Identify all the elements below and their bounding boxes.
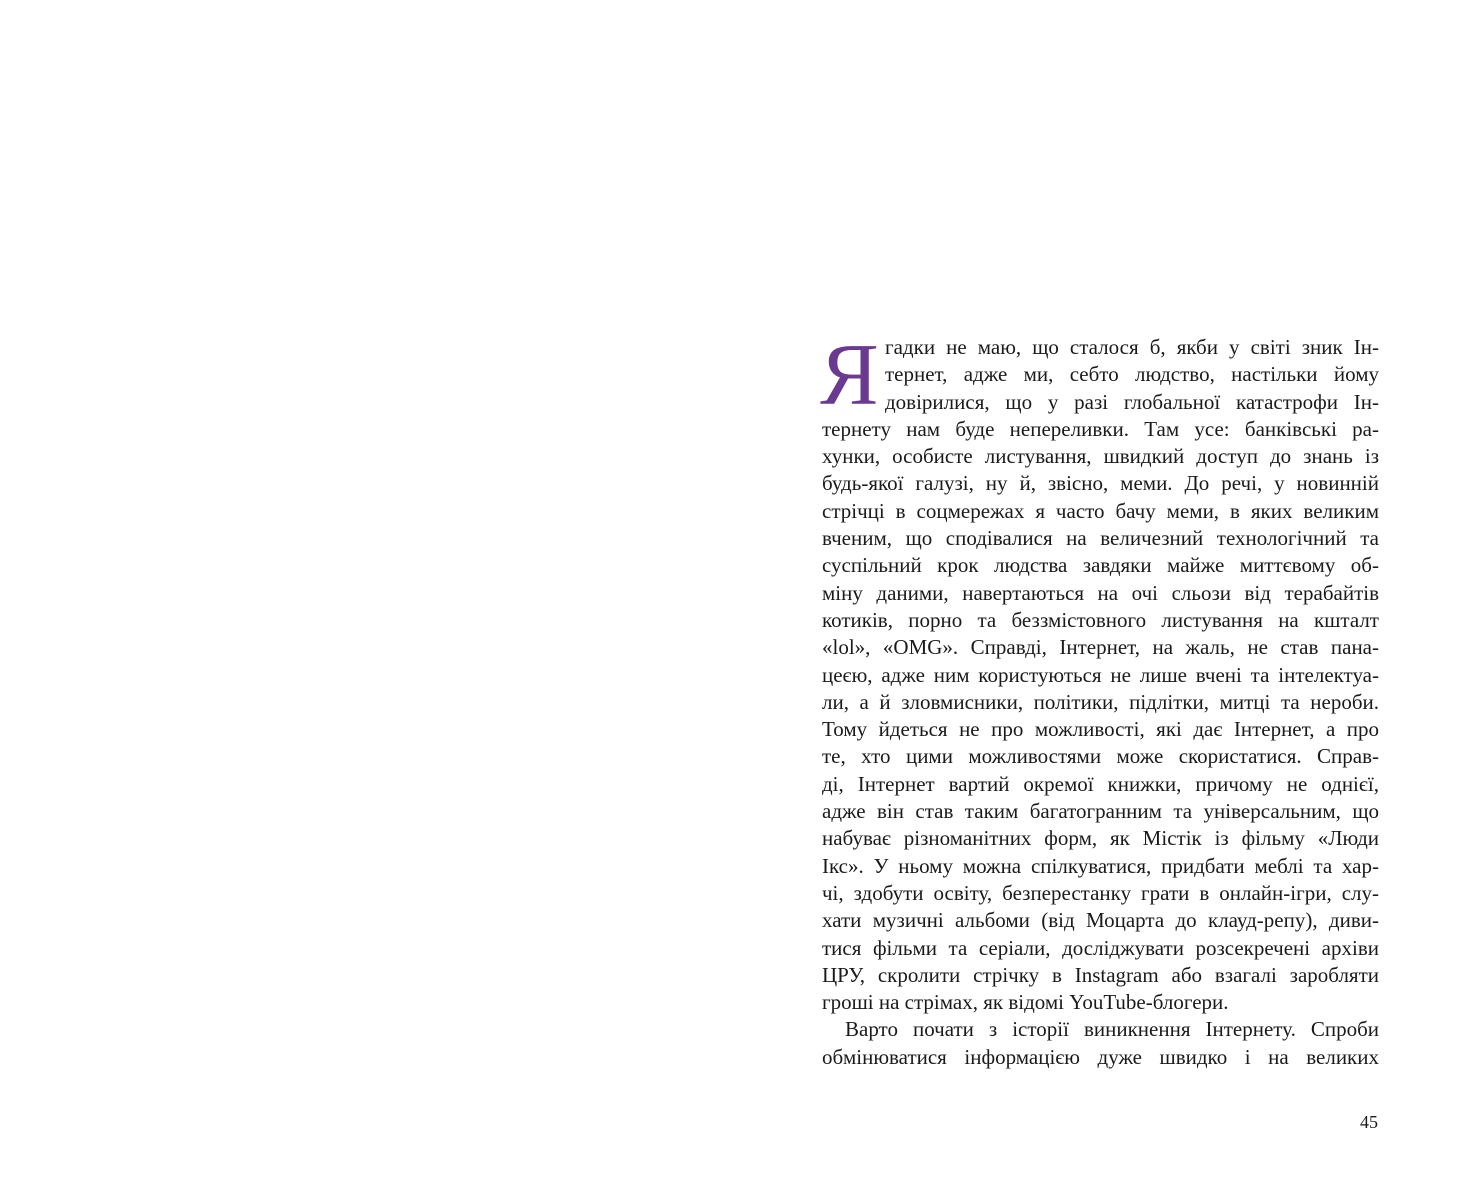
text-line: суспільний крок людства завдяки майже миттєвому об- <box>822 553 1379 578</box>
text-line: Тому йдеться не про можливості, які дає Інтернет, а про <box>822 717 1379 742</box>
text-line: котиків, порно та беззмістовного листування на кшталт <box>822 607 1379 632</box>
text-line: стрічці в соцмережах я часто бачу меми, в яких великим <box>822 498 1379 523</box>
text-line: обмінюватися інформацією дуже швидко і на великих <box>822 1044 1379 1069</box>
text-line: тернет, адже ми, себто людство, настільки йому <box>885 362 1379 387</box>
text-line: Варто почати з історії виникнення Інтернету. Спроби <box>845 1017 1379 1042</box>
text-line: вченим, що сподівалися на величезний технологічний та <box>822 526 1379 551</box>
text-line: ЦРУ, скролити стрічку в Instagram або взагалі заробляти <box>822 962 1379 987</box>
text-line: довірилися, що у разі глобальної катастрофи Ін- <box>885 389 1379 414</box>
text-line: чі, здобути освіту, безперестанку грати в онлайн-ігри, слу- <box>822 880 1379 905</box>
text-line: хунки, особисте листування, швидкий доступ до знань із <box>822 444 1379 469</box>
text-line: адже він став таким багатогранним та універсальним, що <box>822 799 1379 824</box>
text-line: «lol», «OMG». Справді, Інтернет, на жаль, не став пана- <box>822 635 1379 660</box>
text-line: гроші на стрімах, як відомі YouTube-блогери. <box>822 990 1229 1015</box>
text-line: тися фільми та серіали, досліджувати розсекречені архіви <box>822 935 1379 960</box>
text-line: тернету нам буде непереливки. Там усе: банківські ра- <box>822 416 1379 441</box>
text-line: ли, а й зловмисники, політики, підлітки, митці та нероби. <box>822 689 1379 714</box>
page-number: 45 <box>1360 1112 1378 1132</box>
text-line: гадки не маю, що сталося б, якби у світі зник Ін- <box>885 335 1379 359</box>
text-line: цеєю, адже ним користуються не лише вчені та інтелектуа- <box>822 662 1379 687</box>
text-line: ді, Інтернет вартий окремої книжки, причому не однієї, <box>822 771 1379 796</box>
text-line: те, хто цими можливостями може скористатися. Справ- <box>822 744 1379 769</box>
text-line: будь-якої галузі, ну й, звісно, меми. До речі, у новинній <box>822 471 1379 496</box>
text-line: міну даними, навертаються на очі сльози від терабайтів <box>822 580 1379 605</box>
text-line: хати музичні альбоми (від Моцарта до клауд-репу), диви- <box>822 908 1379 933</box>
text-line: набуває різноманітних форм, як Містік із фільму «Люди <box>822 826 1379 851</box>
drop-cap: Я <box>820 327 879 424</box>
body-text <box>820 327 1379 1071</box>
text-line: Ікс». У ньому можна спілкуватися, придбати меблі та хар- <box>822 853 1379 878</box>
